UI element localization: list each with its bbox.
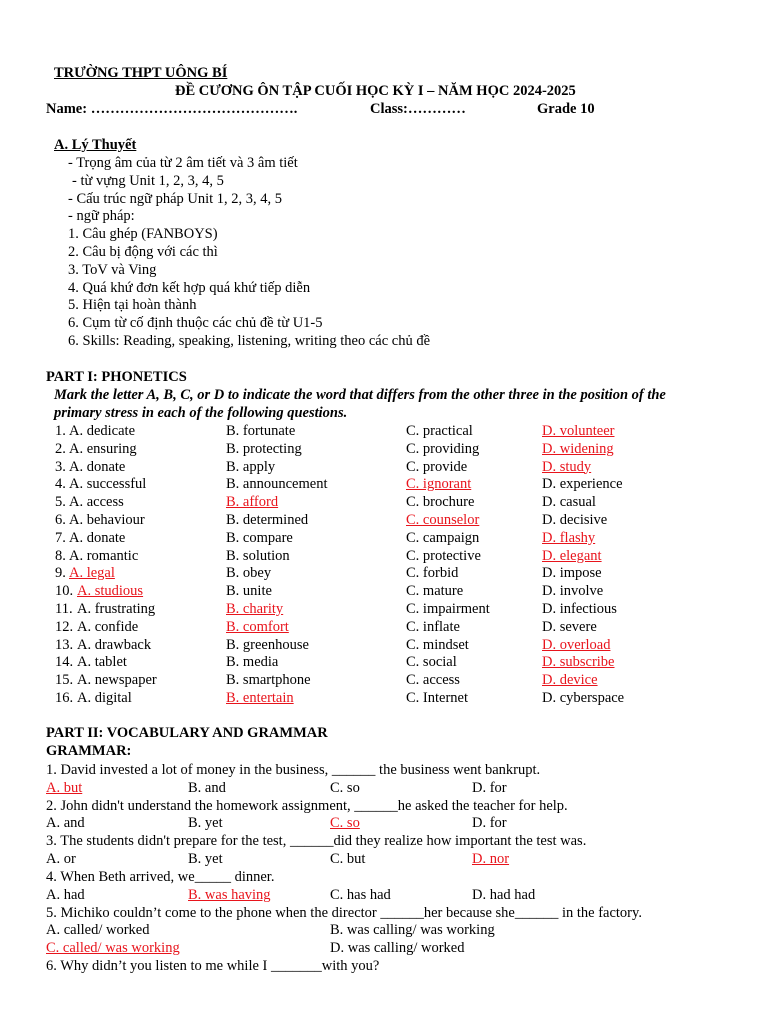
question-number: 6.: [55, 512, 66, 528]
option-b-answer: B. charity: [226, 601, 284, 617]
option-b-answer: B. afford: [226, 494, 279, 511]
question-number: 9.: [55, 565, 66, 582]
option-d: D. for: [472, 779, 507, 796]
document-title: ĐỀ CƯƠNG ÔN TẬP CUỐI HỌC KỲ I – NĂM HỌC 2024-2025: [175, 83, 576, 99]
question-number: 3.: [55, 458, 66, 475]
theory-line: 6. Cụm từ cố định thuộc các chủ đề từ U1-5: [68, 315, 323, 332]
option-a-answer: A. but: [46, 779, 83, 796]
option-d-answer: D. widening: [542, 440, 614, 457]
grammar-question: 4. When Beth arrived, we_____ dinner.: [46, 868, 275, 885]
phonetics-question-row: [0, 601, 768, 619]
question-number: 10.: [55, 583, 74, 600]
option-a: A. and: [46, 815, 85, 832]
option-b-answer: B. was having: [188, 886, 271, 903]
phonetics-question-row: [0, 476, 768, 494]
theory-line: - từ vựng Unit 1, 2, 3, 4, 5: [72, 172, 224, 189]
phonetics-question-row: [0, 565, 768, 583]
phonetics-instruction-cont: primary stress in each of the following questions.: [54, 405, 348, 421]
option-c-answer: C. called/ was working: [46, 940, 180, 956]
option-c: C. practical: [406, 423, 473, 439]
option-d: D. had had: [472, 886, 536, 903]
option-a: A. drawback: [77, 636, 152, 653]
option-a: A. romantic: [69, 547, 139, 564]
option-c: C. so: [330, 779, 360, 796]
phonetics-question-row: [0, 619, 768, 637]
option-d: D. severe: [542, 618, 597, 635]
option-b: B. determined: [226, 512, 309, 528]
question-number: 2.: [55, 440, 66, 457]
theory-line: 1. Câu ghép (FANBOYS): [68, 226, 218, 243]
option-b: B. compare: [226, 529, 293, 546]
option-a-answer: A. legal: [69, 565, 115, 582]
option-d: D. decisive: [542, 512, 608, 528]
option-c: C. but: [330, 851, 366, 867]
option-b-answer: B. entertain: [226, 690, 294, 706]
grammar-question: 3. The students didn't prepare for the test, ______did they realize how important the test was.: [46, 833, 587, 850]
phonetics-question-row: [0, 583, 768, 601]
option-d: D. experience: [542, 476, 623, 493]
option-a-answer: A. studious: [77, 583, 144, 600]
option-b: B. solution: [226, 547, 290, 564]
option-a: A. ensuring: [69, 440, 137, 457]
option-b: B. announcement: [226, 476, 328, 493]
option-c: C. protective: [406, 547, 481, 564]
option-b: B. and: [188, 779, 226, 796]
option-b: B. protecting: [226, 440, 302, 457]
option-c: C. mindset: [406, 636, 469, 653]
option-b: B. smartphone: [226, 672, 311, 689]
option-a: A. called/ worked: [46, 922, 150, 938]
phonetics-question-row: [0, 637, 768, 655]
theory-heading: A. Lý Thuyết: [54, 137, 137, 153]
vocab-heading: PART II: VOCABULARY AND GRAMMAR: [46, 725, 328, 741]
option-a: A. had: [46, 886, 85, 903]
option-c: C. access: [406, 672, 460, 689]
question-number: 4.: [55, 476, 66, 493]
grammar-subheading: GRAMMAR:: [46, 743, 132, 759]
grammar-options-row: [0, 887, 768, 905]
question-5: 5. Michiko couldn’t come to the phone when the director ______her because she______ in the factory.: [46, 905, 642, 921]
option-d-answer: D. elegant: [542, 547, 602, 564]
option-c: C. inflate: [406, 618, 460, 635]
option-d: D. casual: [542, 494, 596, 511]
class-field: Class:…………: [370, 101, 466, 117]
option-d-answer: D. nor: [472, 851, 510, 867]
option-c: C. impairment: [406, 601, 490, 617]
option-a: A. successful: [69, 476, 147, 493]
option-c-answer: C. counselor: [406, 512, 480, 528]
option-b-answer: B. comfort: [226, 618, 289, 635]
question-number: 11.: [55, 601, 73, 617]
name-field: Name: …………………………………….: [46, 101, 298, 117]
question-number: 14.: [55, 654, 74, 671]
option-c: C. brochure: [406, 494, 475, 511]
option-a: A. access: [69, 494, 124, 511]
option-d: D. impose: [542, 565, 602, 582]
theory-line: - Cấu trúc ngữ pháp Unit 1, 2, 3, 4, 5: [68, 190, 283, 207]
question-number: 12.: [55, 618, 74, 635]
option-d-answer: D. volunteer: [542, 423, 615, 439]
phonetics-question-row: [0, 512, 768, 530]
question-6: 6. Why didn’t you listen to me while I _______with you?: [46, 958, 380, 974]
grammar-options-row: [0, 780, 768, 798]
phonetics-question-row: [0, 548, 768, 566]
phonetics-question-row: [0, 654, 768, 672]
question-number: 13.: [55, 636, 74, 653]
option-c-answer: C. so: [330, 815, 360, 832]
option-b: B. was calling/ was working: [330, 922, 495, 938]
option-d: D. was calling/ worked: [330, 940, 465, 956]
phonetics-question-row: [0, 423, 768, 441]
question-number: 8.: [55, 547, 66, 564]
question-number: 1.: [55, 423, 66, 439]
theory-line: 3. ToV và Ving: [68, 261, 157, 278]
option-a: A. or: [46, 851, 76, 867]
option-c: C. social: [406, 654, 457, 671]
option-d-answer: D. study: [542, 458, 592, 475]
grammar-question: 1. David invested a lot of money in the business, ______ the business went bankrupt.: [46, 762, 541, 778]
option-d: D. cyberspace: [542, 690, 625, 706]
option-c: C. provide: [406, 458, 468, 475]
option-d-answer: D. flashy: [542, 529, 596, 546]
option-a: A. confide: [77, 618, 139, 635]
option-d: D. for: [472, 815, 507, 832]
option-a: A. tablet: [77, 654, 127, 671]
option-c: C. providing: [406, 440, 480, 457]
option-b: B. greenhouse: [226, 636, 309, 653]
option-a: A. frustrating: [77, 601, 156, 617]
option-d: D. infectious: [542, 601, 617, 617]
option-a: A. digital: [77, 690, 132, 706]
option-b: B. yet: [188, 815, 223, 832]
phonetics-question-row: [0, 530, 768, 548]
theory-line: 6. Skills: Reading, speaking, listening, writing theo các chủ đề: [68, 333, 431, 349]
option-b: B. yet: [188, 851, 223, 867]
phonetics-question-row: [0, 459, 768, 477]
school-name: TRƯỜNG THPT UÔNG BÍ: [54, 65, 228, 81]
option-a: A. dedicate: [69, 423, 136, 439]
grammar-options-row: [0, 851, 768, 869]
option-a: A. behaviour: [69, 512, 145, 528]
option-d-answer: D. subscribe: [542, 654, 615, 671]
grammar-question: 2. John didn't understand the homework assignment, ______he asked the teacher for help.: [46, 797, 568, 814]
option-c: C. mature: [406, 583, 464, 600]
theory-line: - ngữ pháp:: [68, 208, 135, 225]
theory-line: 4. Quá khứ đơn kết hợp quá khứ tiếp diễn: [68, 279, 311, 296]
grammar-options-row: [0, 815, 768, 833]
option-c: C. forbid: [406, 565, 459, 582]
question-number: 15.: [55, 672, 74, 689]
option-d-answer: D. overload: [542, 636, 611, 653]
question-number: 7.: [55, 529, 66, 546]
question-number: 5.: [55, 494, 66, 511]
phonetics-question-row: [0, 494, 768, 512]
option-a: A. donate: [69, 458, 126, 475]
option-b: B. fortunate: [226, 423, 296, 439]
phonetics-instruction: Mark the letter A, B, C, or D to indicate the word that differs from the other three in the position of the: [54, 387, 666, 403]
grade-label: Grade 10: [537, 101, 595, 117]
option-a: A. newspaper: [77, 672, 157, 689]
option-c: C. has had: [330, 886, 391, 903]
theory-line: - Trọng âm của từ 2 âm tiết và 3 âm tiết: [68, 155, 298, 171]
phonetics-question-row: [0, 672, 768, 690]
option-c-answer: C. ignorant: [406, 476, 472, 493]
phonetics-question-row: [0, 690, 768, 708]
option-c: C. Internet: [406, 690, 469, 706]
option-d-answer: D. device: [542, 672, 598, 689]
option-b: B. obey: [226, 565, 272, 582]
phonetics-question-row: [0, 441, 768, 459]
option-b: B. media: [226, 654, 279, 671]
theory-line: 5. Hiện tại hoàn thành: [68, 297, 197, 314]
option-b: B. apply: [226, 458, 276, 475]
option-d: D. involve: [542, 583, 604, 600]
question-number: 16.: [55, 690, 74, 706]
phonetics-heading: PART I: PHONETICS: [46, 369, 187, 385]
option-c: C. campaign: [406, 529, 480, 546]
option-a: A. donate: [69, 529, 126, 546]
theory-line: 2. Câu bị động với các thì: [68, 244, 218, 260]
option-b: B. unite: [226, 583, 272, 600]
